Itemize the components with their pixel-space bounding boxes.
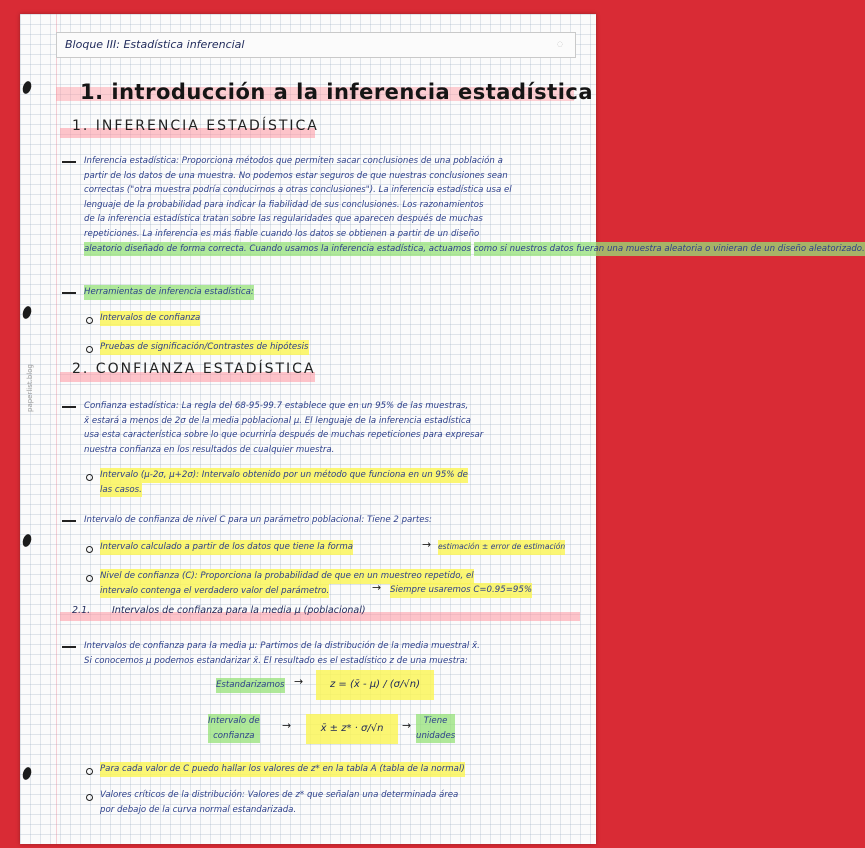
dash-bullet <box>62 520 76 522</box>
paragraph-line: lenguaje de la probabilidad para indicar la fiabilidad de sus conclusiones. Los razonamientos <box>84 199 484 210</box>
bullet-line: por debajo de la curva normal estandarizada. <box>100 804 297 815</box>
section-2-1-number: 2.1. <box>72 605 91 616</box>
tools-item: Pruebas de significación/Contrastes de hipótesis <box>100 340 309 355</box>
bullet-tabla: Para cada valor de C puedo hallar los valores de z* en la tabla A (tabla de la normal) <box>100 762 465 777</box>
binder-hole <box>21 533 33 548</box>
paragraph-confianza <box>84 399 483 457</box>
margin-line <box>56 14 57 844</box>
page-mark-icon: ◌ <box>556 40 563 48</box>
paragraph-line: nuestra confianza en los resultados de cualquier muestra. <box>84 444 335 455</box>
ci-label <box>208 714 260 743</box>
paragraph-line: Confianza estadística: La regla del 68-95-99.7 establece que en un 95% de las muestras, <box>84 401 469 411</box>
header-title: Bloque III: Estadística inferencial <box>65 38 245 51</box>
paragraph-line: x̄ estará a menos de 2σ de la media poblacional μ. El lenguaje de la inferencia estadística <box>84 415 471 426</box>
ic-item-1: Intervalo calculado a partir de los datos que tiene la forma <box>100 540 353 555</box>
circle-bullet-icon <box>86 575 93 582</box>
dash-bullet <box>62 161 76 163</box>
units-line: Tiene <box>423 716 448 726</box>
bullet-line: Valores críticos de la distribución: Valores de z* que señalan una determinada área <box>100 790 459 800</box>
arrow-right-icon: → <box>282 719 292 732</box>
interval-line: Intervalo (μ-2σ, μ+2σ): Intervalo obtenido por un método que funciona en un 95% de <box>100 468 468 483</box>
arrow-right-icon: → <box>422 538 432 551</box>
arrow-right-icon: → <box>372 581 382 594</box>
dash-bullet <box>62 646 76 648</box>
section-2-1-heading: Intervalos de confianza para la media μ (poblacional) <box>112 605 366 616</box>
tools-item: Intervalos de confianza <box>100 311 200 326</box>
paragraph-line: Intervalos de confianza para la media μ: Partimos de la distribución de la media muestral x̄. <box>84 641 480 651</box>
paragraph-line: Inferencia estadística: Proporciona métodos que permiten sacar conclusiones de una población a <box>84 156 503 166</box>
tools-label: Herramientas de inferencia estadística: <box>84 285 254 300</box>
notebook-page <box>20 14 865 844</box>
standardize-label: Estandarizamos <box>216 678 285 693</box>
paragraph-line: como si nuestros datos fueran una muestra aleatoria o vinieran de un diseño aleatorizado. <box>474 242 865 257</box>
paragraph-line: correctas ("otra muestra podría conducirnos a otras conclusiones"). La inferencia estadística usa el <box>84 185 512 196</box>
page-title: 1. introducción a la inferencia estadística <box>80 80 594 104</box>
paragraph-line: partir de los datos de una muestra. No podemos estar seguros de que nuestras conclusiones sean <box>84 170 508 181</box>
circle-bullet-icon <box>86 794 93 801</box>
paragraph-line: Si conocemos μ podemos estandarizar x̄. El resultado es el estadístico z de una muestra: <box>84 655 468 666</box>
paragraph-inferencia <box>84 154 865 256</box>
paragraph-line: aleatorio diseñado de forma correcta. Cuando usamos la inferencia estadística, actuamos <box>84 242 471 257</box>
circle-bullet-icon <box>86 317 93 324</box>
ci-label-line: Intervalo de <box>208 716 260 726</box>
dash-bullet <box>62 292 76 294</box>
units-note <box>416 714 455 743</box>
circle-bullet-icon <box>86 474 93 481</box>
circle-bullet-icon <box>86 768 93 775</box>
interval-line: las casos. <box>100 483 142 498</box>
paragraph-ic-media <box>84 639 480 668</box>
ic-item-2-line: Nivel de confianza (C): Proporciona la probabilidad de que en un muestreo repetido, el <box>100 569 474 584</box>
ic-item-2-line: intervalo contenga el verdadero valor del parámetro. <box>100 584 329 599</box>
paragraph-line: de la inferencia estadística tratan sobre las regularidades que aparecen después de muchas <box>84 214 483 225</box>
circle-bullet-icon <box>86 346 93 353</box>
ic-heading: Intervalo de confianza de nivel C para un parámetro poblacional: Tiene 2 partes: <box>84 515 432 525</box>
arrow-right-icon: → <box>294 675 304 688</box>
ic-item-1-result: estimación ± error de estimación <box>438 540 565 555</box>
binder-hole <box>21 305 33 320</box>
paragraph-line: repeticiones. La inferencia es más fiable cuando los datos se obtienen a partir de un diseño <box>84 228 480 239</box>
page-header <box>56 32 576 58</box>
binder-hole <box>21 80 33 95</box>
z-formula: z = (x̄ - μ) / (σ/√n) <box>316 670 434 700</box>
paragraph-line: usa esta característica sobre lo que ocurriría después de muchas repeticiones para expresar <box>84 430 484 441</box>
arrow-right-icon: → <box>402 719 412 732</box>
circle-bullet-icon <box>86 546 93 553</box>
dash-bullet <box>62 406 76 408</box>
binder-hole <box>21 766 33 781</box>
ci-formula: x̄ ± z* · σ/√n <box>306 714 398 744</box>
section-1-heading: 1. INFERENCIA ESTADÍSTICA <box>72 118 319 134</box>
bullet-valores-criticos <box>100 788 458 817</box>
section-2-heading: 2. CONFIANZA ESTADÍSTICA <box>72 361 316 377</box>
units-line: unidades <box>416 730 456 741</box>
interval-definition <box>100 468 468 497</box>
ic-item-2-result: Siempre usaremos C=0.95=95% <box>390 583 532 598</box>
brand-watermark: paperlist.blog <box>26 364 34 412</box>
ci-label-line: confianza <box>213 730 255 741</box>
